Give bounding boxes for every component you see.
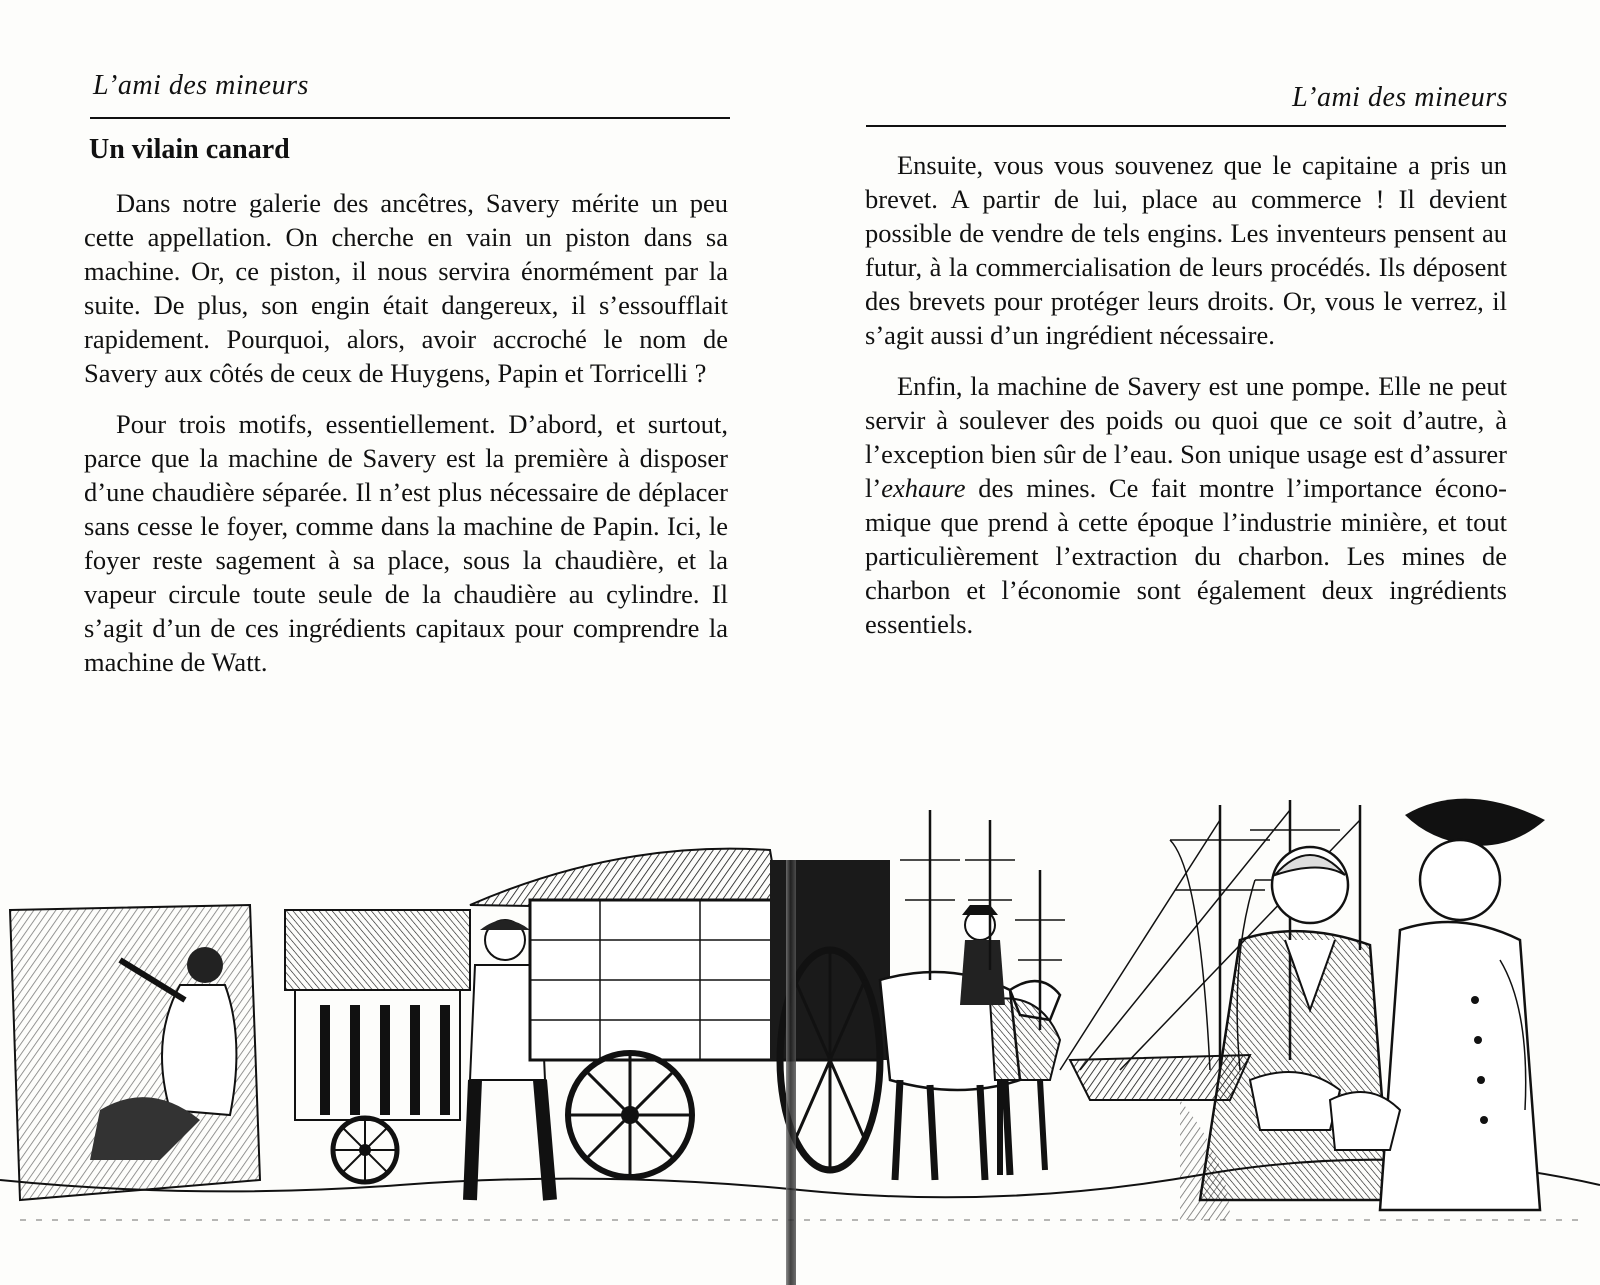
right-paragraph-2-end: des mines. Ce fait montre l’importance économique que prend à cette époque l’industrie minière, et tout particulièrement l’extraction du charbon. Les mines de charbon et l’économie sont également deux ingrédients essentiels. — [865, 473, 1507, 639]
exhaure-term: exhaure — [881, 473, 966, 503]
mining-harbour-engraving-icon — [0, 780, 1600, 1285]
right-body-text — [865, 148, 1507, 641]
left-running-head: L’ami des mineurs — [93, 70, 309, 101]
left-paragraph-2: Pour trois motifs, essentiellement. D’abord, et surtout, parce que la machine de Savery est la première à disposer d’une chaudière séparée. Il n’est plus nécessaire de déplacer sans cesse le foyer, comme dans la machine de Papin. Ici, le foyer reste sagement à sa place, sous la chaudière, et la vapeur circule toute seule de la chaudière au cylindre. Il s’agit d’un de ces ingrédients capitaux pour comprendre la machine de Watt. — [84, 409, 728, 677]
right-header-rule — [866, 125, 1506, 127]
right-paragraph-1: Ensuite, vous vous souvenez que le capitaine a pris un brevet. A partir de lui, place au commerce ! Il devient possible de vendre de tels engins. Les inventeurs pensent au futur, à la commercialisation de leurs procédés. Ils déposent des brevets pour protéger leurs droits. Or, vous le verrez, il s’agit aussi d’un ingrédient nécessaire. — [865, 150, 1507, 350]
right-paragraph-2 — [865, 369, 1507, 641]
right-paragraph-2-start: Enfin, la machine de Savery est une pompe. Elle ne peut servir à soulever des poids ou quoi que ce soit d’autre, à l’exception bien sûr de l’eau. Son unique usage est d’assurer l’ — [865, 371, 1507, 503]
book-gutter — [786, 860, 796, 1285]
left-body-text — [84, 186, 728, 679]
left-header-rule — [90, 117, 730, 119]
left-paragraph-1: Dans notre galerie des ancêtres, Savery mérite un peu cette appellation. On cherche en vain un piston dans sa machine. Or, ce piston, il nous servira énormément par la suite. De plus, son engin était dangereux, il s’essoufflait rapidement. Pourquoi, alors, avoir accroché le nom de Savery aux côtés de ceux de Huygens, Papin et Torricelli ? — [84, 188, 728, 388]
section-title: Un vilain canard — [89, 134, 290, 165]
right-running-head: L’ami des mineurs — [1292, 82, 1508, 113]
